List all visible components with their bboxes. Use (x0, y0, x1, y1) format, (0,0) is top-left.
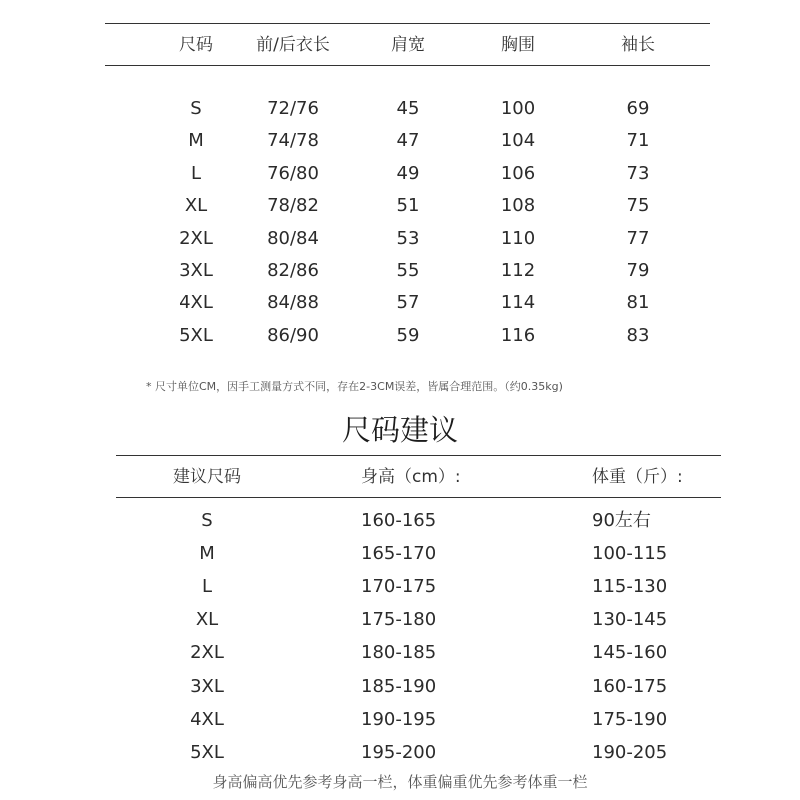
size-cell: 114 (500, 292, 536, 314)
recommend-title: 尺码建议 (341, 413, 459, 447)
recommend-cell: 100-115 (592, 543, 668, 565)
size-cell: 74/78 (267, 130, 319, 152)
size-cell: 57 (396, 292, 420, 314)
size-header-cell: 尺码 (179, 35, 213, 55)
recommend-cell: 175-190 (592, 708, 668, 730)
size-cell: XL (184, 195, 208, 217)
recommend-header-cell: 体重（斤）: (592, 467, 683, 487)
size-cell: 110 (500, 227, 536, 249)
size-header-cell: 袖长 (621, 35, 655, 55)
recommend-cell: 3XL (190, 675, 224, 697)
recommend-cell: 175-180 (361, 609, 437, 631)
size-cell: 72/76 (267, 98, 319, 119)
size-header-cell: 前/后衣长 (256, 35, 330, 55)
size-cell: L (190, 162, 202, 184)
size-cell: 4XL (179, 292, 213, 314)
size-cell: 71 (626, 130, 650, 152)
size-cell: 76/80 (267, 162, 319, 184)
size-cell: 100 (500, 98, 536, 119)
recommend-cell: 180-185 (361, 642, 437, 664)
size-cell: 53 (396, 227, 420, 249)
recommend-cell: 90左右 (592, 510, 651, 531)
size-cell: 80/84 (267, 227, 319, 249)
size-cell: 2XL (179, 227, 213, 249)
size-cell: 83 (626, 324, 650, 346)
recommend-header-cell: 身高（cm）: (361, 467, 461, 487)
measurement-note: * 尺寸单位CM，因手工测量方式不同，存在2-3CM误差，皆属合理范围。（约0.35kg) (146, 380, 563, 393)
recommend-cell: L (201, 576, 213, 598)
recommend-cell: 5XL (190, 741, 224, 763)
size-cell: M (188, 130, 204, 152)
size-cell: 86/90 (267, 324, 319, 346)
recommend-footer: 身高偏高优先参考身高一栏，体重偏重优先参考体重一栏 (212, 773, 588, 791)
size-header-cell: 肩宽 (391, 35, 425, 55)
size-cell: 81 (626, 292, 650, 314)
size-cell: 49 (396, 162, 420, 184)
recommend-cell: 165-170 (361, 543, 437, 565)
recommend-cell: 190-195 (361, 708, 437, 730)
size-cell: 51 (396, 195, 420, 217)
size-cell: 112 (500, 260, 536, 281)
size-cell: 5XL (179, 324, 213, 346)
size-cell: 69 (626, 98, 650, 119)
recommend-top-rule (116, 455, 721, 456)
recommend-header-rule (116, 497, 721, 498)
recommend-cell: 2XL (190, 642, 224, 664)
size-cell: 108 (500, 195, 536, 217)
recommend-header-cell: 建议尺码 (173, 467, 241, 487)
recommend-cell: 190-205 (592, 741, 668, 763)
recommend-cell: M (199, 543, 215, 565)
size-cell: 104 (500, 130, 536, 152)
recommend-cell: S (201, 510, 213, 531)
size-cell: 84/88 (267, 292, 319, 314)
size-cell: 82/86 (267, 260, 319, 281)
size-cell: 59 (396, 324, 420, 346)
recommend-cell: 115-130 (592, 576, 668, 598)
size-cell: 3XL (179, 260, 213, 281)
recommend-cell: 185-190 (361, 675, 437, 697)
size-cell: 78/82 (267, 195, 319, 217)
size-cell: 75 (626, 195, 650, 217)
size-table-top-rule (105, 23, 710, 24)
recommend-cell: 170-175 (361, 576, 437, 598)
recommend-cell: 4XL (190, 708, 224, 730)
recommend-cell: 130-145 (592, 609, 668, 631)
size-cell: 79 (626, 260, 650, 281)
size-header-cell: 胸围 (501, 35, 535, 55)
size-cell: S (190, 98, 202, 119)
recommend-cell: 160-175 (592, 675, 668, 697)
recommend-cell: 160-165 (361, 510, 437, 531)
size-cell: 73 (626, 162, 650, 184)
size-cell: 77 (626, 227, 650, 249)
size-cell: 55 (396, 260, 420, 281)
size-cell: 47 (396, 130, 420, 152)
recommend-cell: 195-200 (361, 741, 437, 763)
size-cell: 116 (500, 324, 536, 346)
size-cell: 106 (500, 162, 536, 184)
recommend-cell: XL (195, 609, 219, 631)
size-cell: 45 (396, 98, 420, 119)
recommend-cell: 145-160 (592, 642, 668, 664)
size-table-header-rule (105, 65, 710, 66)
